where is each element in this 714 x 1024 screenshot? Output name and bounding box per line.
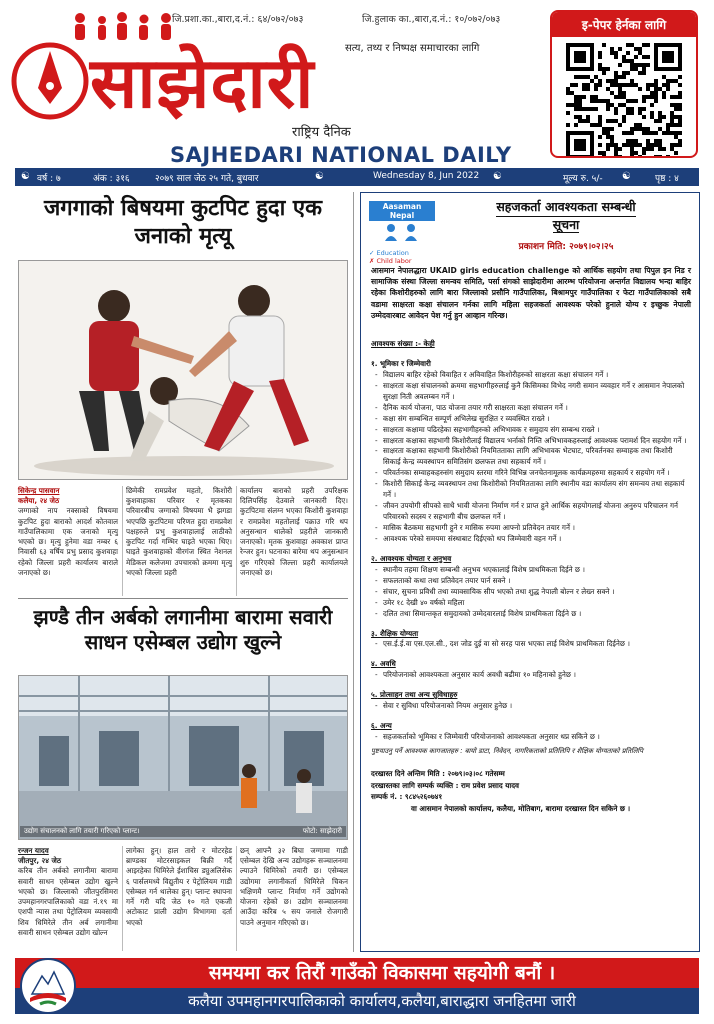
article1-text-col3: कार्यालय बाराको प्रहरी उपरिक्षक दिलिपसिंह देउवाले जानकारी दिए। कुटपिटमा संलग्न भएका किशोरी कुशवाहा र रामप्रवेश महतोलाई पक्राउ गरि थप अनुसन्धान थालेको प्रहरीले जानकारी जनाएको। मृतक कुशवाहा अवकाश प्राप्त रेन्जर हुन। घटनाका बारेमा थप अनुसन्धान शुरु गरिएको जिल्ला प्रहरी कार्यालयले जनाएको छ।	[240, 486, 348, 577]
notice-list-item: - परिवर्तनका सम्वाहकहरुसंग समुदाय स्तरमा गरिने विभिन्न जनचेतनामूलक कार्यक्रमहरुमा सहकार्य र सहयोग गर्ने ।	[371, 468, 691, 479]
registration-district-admin: जि.प्रशा.का.,बारा,द.नं.: ६४/०७२/०७३	[172, 14, 304, 25]
logo-subtitle: राष्ट्रिय दैनिक	[292, 125, 351, 140]
logo-wordmark: साझेदारी	[90, 42, 315, 124]
notice-list-item: - साक्षरता कक्षाका सहभागी किशोरीको नियमितताका लागि अभिभावक भेटघाट, परिवर्तनका सम्वाहक तथा किशोरी सिकाई केन्द्र व्यवस्थापन समितिसंग छलफल तथा सहकार्य गर्ने ।	[371, 446, 691, 468]
decor-symbol-icon: ☯	[315, 171, 324, 182]
notice-list-item: - दलित तथा सिमान्तकृत समुदायको उम्मेदवारलाई विशेष प्राथमिकता दिईने छ ।	[371, 609, 691, 620]
publication-date: प्रकाशन मिति: २०७९।०२।२५	[518, 242, 614, 252]
slogan-education: ✓ Education	[369, 249, 409, 257]
article1-dateline: कलैया, २४ जेठ	[18, 496, 60, 506]
notice-list-item: - साक्षरता कक्षामा पढिरहेका सहभागीहरुको अभिभावक र समुदाय संग सम्बन्ध राख्ने ।	[371, 425, 691, 436]
article1-column1	[18, 486, 118, 578]
article1-text-col1: जग्गाको नाप नक्साको विषयमा कुटपिट हुदा बाराको आदर्श कोतवाल गाउँपालिकामा एक जनाको मृत्यु भएको छ। मृत्यु हुनेमा वडा नम्बर ६ निवासी ६३ वर्षिय प्रभु प्रसाद कुशवाहा रहेको जिल्ला प्रहरी कार्यालय बाराले जनाएको छ।	[18, 506, 118, 577]
notice-title-line2: सूचना	[552, 216, 580, 232]
article2-column1	[18, 846, 118, 938]
article2-caption	[20, 826, 346, 837]
notice-list-item: - संचार, सुचना प्रविधी तथा व्यावसायिक सीप भएको तथा शुद्ध नेपाली बोल्न र लेख्न सक्ने ।	[371, 587, 691, 598]
section2-list	[371, 565, 691, 620]
article2-text-col2: लागेका हुन्। हाल तारो र मोटरहेड ब्राण्डका मोटरसाइकल बिक्री गर्दै आइरहेका धिमिरेले ईशाचिस ड्युअलिसेक ६ पार्सलमध्ये विद्युतीय र पेट्रोलियम गाडी एसेम्बल गर्न थालेका हुन्। प्लान्ट स्थापना गर्ने गरी यदि जेठ १० गते एकजी अटोकाट प्राली उद्योग विभागमा दर्ता भएको	[126, 846, 232, 927]
article2-text-col3: छन् आफ्नै ३२ बिघा जग्गामा गाडी एसेम्बल देखि अन्य उद्योगहरू सञ्चालनमा ल्याउने धिमिरेको तयारी छ। एसेम्बल उद्योगमा लगानीकर्ता धिमिरेले चिकन भक्षिणमै प्लान्ट निर्माण गर्ने उद्योगको योजना रहेको छ। उद्योग सञ्चालनमा आउँदा करिब ५ सय जनाले रोजगारी पाउने अनुमान गरिएको छ।	[240, 846, 348, 927]
article1-text-col2: छिमेकी रामप्रवेश महतो, किशोरी कुशवाहाका परिवार र मृतकका परिवारबीच जग्गाको विषयमा भै झगडा भएपछि कुटपिटमा परिणत हुदा रामप्रवेश पक्षहरुले प्रभु कुशवाहालाई लाठीको कुटपिट गर्दा गम्भिर घाइते भएका थिए। घाइते कुशवाहाको वीरगंज स्थित नेशनल मेडिकल कलेजमा उपचारको क्रममा मृत्यु भएको जिल्ला प्रहरी	[126, 486, 232, 577]
notice-list-item: - साक्षरता कक्षाका सहभागी किशोरीलाई विद्यालय भर्नाको निम्ति अभिभावकहरुलाई आवश्यक परामर्श दिन सहयोग गर्ने ।	[371, 436, 691, 447]
child-figures-icon	[369, 221, 435, 243]
section4-list	[371, 670, 691, 681]
column-divider	[236, 486, 237, 596]
photo-credit: फोटो: साझेदारी	[302, 827, 342, 835]
contact-number[interactable]: सम्पर्क नं. : ९८४५२६०७४१	[371, 792, 443, 802]
notice-list-item: - सेवा र सुविधा परियोजनाको नियम अनुसार हुनेछ ।	[371, 701, 691, 712]
notice-list-item: - एस.ई.ई.वा एस.एल.सी., दश जोड दुई वा सो सरह पास भएका लाई विशेष प्राथमिकता दिईनेछ ।	[371, 639, 691, 650]
article1-headline[interactable]: जगगाको बिषयमा कुटपिट हुदा एक जनाको मृत्यू	[43, 196, 322, 249]
article1-illustration	[18, 260, 348, 480]
notice-body	[371, 339, 691, 814]
qr-code-icon[interactable]	[566, 43, 682, 158]
epaper-qr-panel[interactable]	[550, 10, 698, 158]
notice-list-item: - जीवन उपयोगी सीपको साथै भावी योजना निर्माण गर्न र प्राप्त हुने आर्थिक सहयोगलाई योजना अनुरुप परिचालन गर्न परिवारको सदस्य र सहभागी बीच छलफल गर्ने ।	[371, 501, 691, 523]
masthead	[0, 0, 714, 165]
required-documents: पुष्टयाउनु पर्ने आवश्यक कागजातहरु : बायो डाटा, निवेदन, नागरिकताको प्रतिलिपि र शैक्षिक योग्यताको प्रतिलिपि	[371, 747, 644, 755]
article1-byline: सिकेन्द्र पासवान	[18, 486, 60, 495]
column-divider	[122, 486, 123, 596]
notice-list-item: - स्थानीय तहमा शिक्षण सम्बन्धी अनुभव भएकालाई विशेष प्राथमिकता दिईने छ ।	[371, 565, 691, 576]
factory-photo-icon	[19, 676, 348, 840]
epaper-label: इ-पेपर हेर्नका लागि	[552, 12, 696, 37]
tax-slogan-banner: समयमा कर तिरौं गाउँको विकासमा सहयोगी बनौं ।	[15, 958, 699, 988]
column-divider	[122, 846, 123, 951]
notice-list-item: - उमेर १८ देखी ४० वर्षको महिला	[371, 598, 691, 609]
tagline: सत्य, तथ्य र निष्पक्ष समाचारका लागि	[345, 43, 480, 54]
column-divider	[236, 846, 237, 951]
notice-list-item: - आवश्यक परेको समयमा संस्थाबाट दिईएको थप जिम्मेवारी वहन गर्ने ।	[371, 534, 691, 545]
article2-headline[interactable]: झण्डै तीन अर्बको लगानीमा बारामा सवारी साधन एसेम्बल उद्योग खुल्ने	[33, 605, 333, 654]
office-address: वा आसमान नेपालको कार्यालय, कलैया, मोतिबाग, बारामा दरखास्त दिन सकिने छ ।	[411, 803, 631, 813]
article2-byline: रन्जन यादव	[18, 846, 49, 855]
notice-list-item: - विद्यालय बाहिर रहेको विवाहित र अविवाहित किशोरीहरुको साक्षरता कक्षा संचालन गर्ने ।	[371, 370, 691, 381]
page-number: पृष्ठ : ४	[655, 174, 679, 184]
government-emblem-icon	[20, 958, 76, 1014]
notice-title	[441, 199, 691, 234]
contact-person: दरखास्तका लागि सम्पर्क व्यक्ति : राम प्रवेश प्रसाद यादव	[371, 780, 520, 790]
price: मूल्य रु. ५/-	[563, 174, 603, 184]
section4-title: ४. अवधि	[371, 659, 396, 669]
section2-title: २. आवश्यक योग्यता र अनुभव	[371, 553, 452, 563]
notice-footer	[371, 768, 691, 814]
notice-list-item: - कक्षा संग सम्बन्धित सम्पूर्ण अभिलेख सुरक्षित र व्यवस्थित राख्ने ।	[371, 414, 691, 425]
section5-title: ५. प्रोत्साहन तथा अन्य सुविधाहरु	[371, 690, 458, 700]
issue-number: अंक : ३१६	[93, 174, 130, 184]
article2-dateline: जीतपुर, २४ जेठ	[18, 856, 62, 866]
notice-list-item: - सफलताको कथा तथा प्रतिवेदन तयार पार्न सक्ने ।	[371, 576, 691, 587]
application-deadline: दरखास्त दिने अन्तिम मिति : २०७९।०३।०८ गतेसम्म	[371, 769, 505, 779]
article2-photo	[18, 675, 348, 840]
slogan-child-labor: ✗ Child labor	[369, 257, 412, 265]
required-count: आवश्यक संख्या :- केही	[371, 339, 435, 348]
newspaper-logo[interactable]	[10, 8, 545, 167]
section3-title: ३. शैक्षिक योग्यता	[371, 628, 419, 638]
notice-list-item: - किशोरी सिकाई केन्द्र व्यवस्थापन तथा किशोरीको नियमितताका लागि स्थानीय वडा कार्यालय संग समन्वय तथा सहकार्य गर्ने ।	[371, 479, 691, 501]
notice-title-line1: सहजकर्ता आवश्यकता सम्बन्धी	[496, 199, 635, 217]
date-english: Wednesday 8, Jun 2022	[373, 171, 480, 181]
notice-intro: आसमान नेपालद्धारा UKAID girls education challenge को आर्थिक सहयोग तथा पिपुल इन निड र सामाजिक संस्था जिल्ला समन्वय समिति, पर्सा संगको साझेदारीमा आरम्भ परियोजना अन्तर्गत विद्यालय भन्दा बाहिर रहेका किशोरीहरुको लागि बारा जिल्लाको प्रसौनि गाउँपालिका, बिश्रामपुर गाउँपालिका र फेटा गाउँपालिकाको सबै वडामा साक्षरता कक्षा संचालन गर्नका लागि महिला सहजकर्ता आवश्यक परेको हुनाले योग्य र इच्छुक नेपाली उम्मेदवारबाट आवेदन पेश गर्नु हुन आव्हान गरिन्छ।	[371, 266, 691, 320]
article2-text-col1: करिब तीन अर्बको लगानीमा बारामा सवारी साधन एसेम्बल उद्योग खुल्ने भएको छ। जिल्लाको जीतपुरसिमरा उपमहानगरपालिकाको वडा नं.१९ मा एशपी न्यास तथा पेट्रोलियम व्यवसायी शिव धिमिरेले तीन अर्ब लगानीमा सवारी साधन एसेम्बल उद्योग खोल्न	[18, 866, 118, 937]
notice-list-item: - परियोजनाको आवश्यकता अनुसार कार्य अवधी बढीमा १० महिनाको हुनेछ ।	[371, 670, 691, 681]
section3-list	[371, 639, 691, 650]
registration-postal: जि.हुलाक का.,बारा,द.नं.: १०/०७२/०७३	[362, 14, 501, 25]
notice-list-item: - दैनिक कार्य योजना, पाठ योजना तयार गरी साक्षरता कक्षा संचालन गर्ने ।	[371, 403, 691, 414]
article-separator	[18, 598, 348, 599]
notice-list-item: - साक्षरता कक्षा संचालनको क्रममा सहभागीहरुलाई कुनै किसिमका विभेद नगरी समान व्यवहार गर्ने र आसमान नेपालको सुरक्षा निती अवलम्बन गर्ने ।	[371, 381, 691, 403]
date-nepali: २०७९ साल जेठ २५ गते, बुधवार	[155, 174, 259, 184]
notice-list-item: - मासिक बैठकमा सहभागी हुने र मासिक रुपमा आफ्नो प्रतिवेदन तयार गर्ने ।	[371, 523, 691, 534]
caption-text: उद्योग संचालनको लागि तयारी गरिएको प्लान्ट।	[24, 827, 140, 835]
fight-illustration-icon	[19, 261, 348, 480]
aasaman-logo	[369, 201, 435, 265]
section6-title: ६. अन्य	[371, 721, 392, 731]
notice-list-item: - सहजकर्ताको भूमिका र जिम्मेवारी परियोजनाको आवश्यकता अनुसार थप्न सकिने छ ।	[371, 732, 691, 743]
decor-symbol-icon: ☯	[493, 171, 502, 182]
pen-nib-icon	[10, 36, 90, 126]
page-column-divider	[353, 192, 354, 952]
issuer-banner: कलैया उपमहानगरपालिकाको कार्यालय,कलैया,बारा‌द्धारा जनहितमा जारी	[15, 988, 699, 1014]
section1-title: १. भूमिका र जिम्मेवारी	[371, 358, 431, 368]
org-name: Aasaman Nepal	[369, 201, 435, 221]
logo-english-name: SAJHEDARI NATIONAL DAILY	[170, 143, 512, 167]
section6-list	[371, 732, 691, 743]
decor-symbol-icon: ☯	[21, 171, 30, 182]
section1-list	[371, 370, 691, 545]
issue-info-bar	[15, 168, 699, 186]
job-notice	[360, 192, 700, 952]
decor-symbol-icon: ☯	[622, 171, 631, 182]
section5-list	[371, 701, 691, 712]
volume: वर्ष : ७	[37, 174, 61, 184]
